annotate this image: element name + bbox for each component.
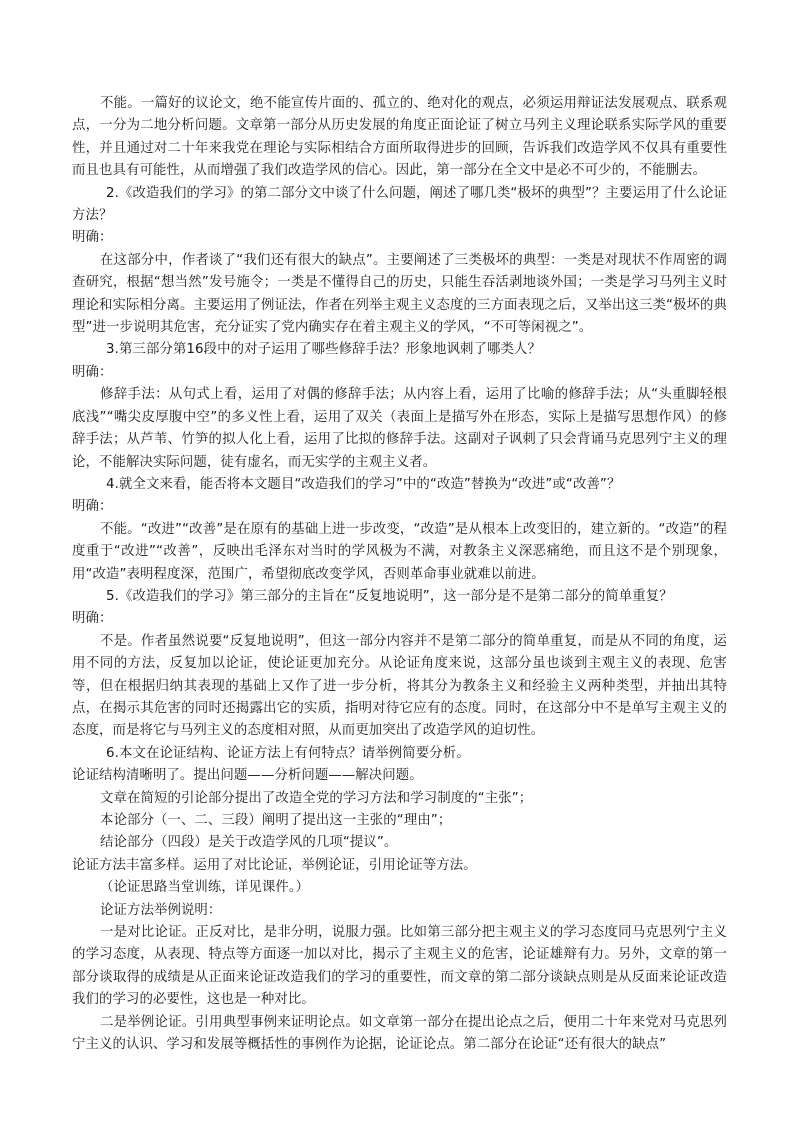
answer-label-5: 明确： xyxy=(72,611,113,627)
question-2: 2.《改造我们的学习》的第二部分文中谈了什么问题，阐述了哪几类“极坏的典型”？主要运用了什么论证方法？ xyxy=(72,185,727,224)
question-5: 5.《改造我们的学习》第三部分的主旨在“反复地说明”，这一部分是不是第二部分的简单重复？ xyxy=(106,588,673,604)
paragraph-answer-3: 修辞手法：从句式上看，运用了对偶的修辞手法；从内容上看，运用了比喻的修辞手法；从“头重脚轻根底浅”“嘴尖皮厚腹中空”的多义性上看，运用了双关（表面上是描写外在形态，实际上是描写思想作风）的修辞手法；从芦苇、竹笋的拟人化上看，运用了比拟的修辞手法。这副对子讽刺了只会背诵马克思列宁主义的理论，不能解决实际问题，徒有虚名，而无实学的主观主义者。 xyxy=(72,387,727,470)
question-3: 3.第三部分第16段中的对子运用了哪些修辞手法？形象地讽刺了哪类人？ xyxy=(106,342,541,358)
method-summary: 论证方法丰富多样。运用了对比论证，举例论证，引用论证等方法。 xyxy=(72,857,477,873)
paragraph-answer-2: 在这部分中，作者谈了“我们还有很大的缺点”。主要阐述了三类极坏的典型：一类是对现状不作周密的调查研究，根据“想当然”发号施令；一类是不懂得自己的历史，只能生吞活剥地谈外国；一类是学习马列主义时理论和实际相分离。主要运用了例证法，作者在列举主观主义态度的三方面表现之后，又举出这三类“极坏的典型”进一步说明其危害，充分证实了党内确实存在着主观主义的学风，“不可等闲视之”。 xyxy=(72,252,727,336)
structure-body: 本论部分（一、二、三段）阐明了提出这一主张的“理由”； xyxy=(100,813,452,828)
question-6: 6.本文在论证结构、论证方法上有何特点？请举例简要分析。 xyxy=(106,745,470,761)
answer-label-2: 明确： xyxy=(72,230,113,246)
answer-label-3: 明确： xyxy=(72,364,113,380)
question-4: 4.就全文来看，能否将本文题目“改造我们的学习”中的“改造”替换为“改进”或“改善”？ xyxy=(106,476,621,492)
paragraph-contrast: 一是对比论证。正反对比，是非分明，说服力强。比如第三部分把主观主义的学习态度同马克思列宁主义的学习态度，从表现、特点等方面逐一加以对比，揭示了主观主义的危害，论证雄辩有力。另外，文章的第一部分谈取得的成绩是从正面来论证改造我们的学习的重要性，而文章的第二部分谈缺点则是从反面来论证改造我们的学习的必要性，这也是一种对比。 xyxy=(72,925,727,1008)
answer-label-4: 明确： xyxy=(72,499,113,515)
paragraph-answer-5: 不是。作者虽然说要“反复地说明”，但这一部分内容并不是第二部分的简单重复，而是从不同的角度，运用不同的方法，反复加以论证，使论证更加充分。从论证角度来说，这部分虽也谈到主观主义的表现、危害等，但在根据归纳其表现的基础上又作了进一步分析，将其分为教条主义和经验主义两种类型，并抽出其特点，在揭示其危害的同时还揭露出它的实质，指明对待它应有的态度。同时，在这部分中不是单写主观主义的态度，而是将它与马列主义的态度相对照，从而更加突出了改造学风的迫切性。 xyxy=(72,633,727,739)
paragraph-answer-4: 不能。“改进”“改善”是在原有的基础上进一步改变，“改造”是从根本上改变旧的，建立新的。“改造”的程度重于“改进”“改善”，反映出毛泽东对当时的学风极为不满，对教条主义深恶痛绝，而且这不是个别现象，用“改造”表明程度深，范围广，希望彻底改变学风，否则革命事业就难以前进。 xyxy=(72,521,727,582)
paragraph-answer-1: 不能。一篇好的议论文，绝不能宣传片面的、孤立的、绝对化的观点，必须运用辩证法发展观点、联系观点，一分为二地分析问题。文章第一部分从历史发展的角度正面论证了树立马列主义理论联系实际学风的重要性，并且通过对二十年来我党在理论与实际相结合方面所取得进步的回顾，告诉我们改造学风不仅具有重要性而且也具有可能性，从而增强了我们改造学风的信心。因此，第一部分在全文中是必不可少的，不能删去。 xyxy=(72,96,727,179)
method-examples-heading: 论证方法举例说明： xyxy=(100,902,222,918)
structure-intro: 文章在简短的引论部分提出了改造全党的学习方法和学习制度的“主张”； xyxy=(100,790,533,806)
document-page xyxy=(72,93,727,1056)
structure-conclusion: 结论部分（四段）是关于改造学风的几项“提议”。 xyxy=(100,835,398,851)
paragraph-example: 二是举例论证。引用典型事例来证明论点。如文章第一部分在提出论点之后，便用二十年来党对马克思列宁主义的认识、学习和发展等概括性的事例作为论据，论证论点。第二部分在论证“还有很大的缺点” xyxy=(72,1014,727,1053)
method-note: （论证思路当堂训练，详见课件。） xyxy=(100,880,310,896)
structure-summary: 论证结构清晰明了。提出问题——分析问题——解决问题。 xyxy=(72,768,423,784)
